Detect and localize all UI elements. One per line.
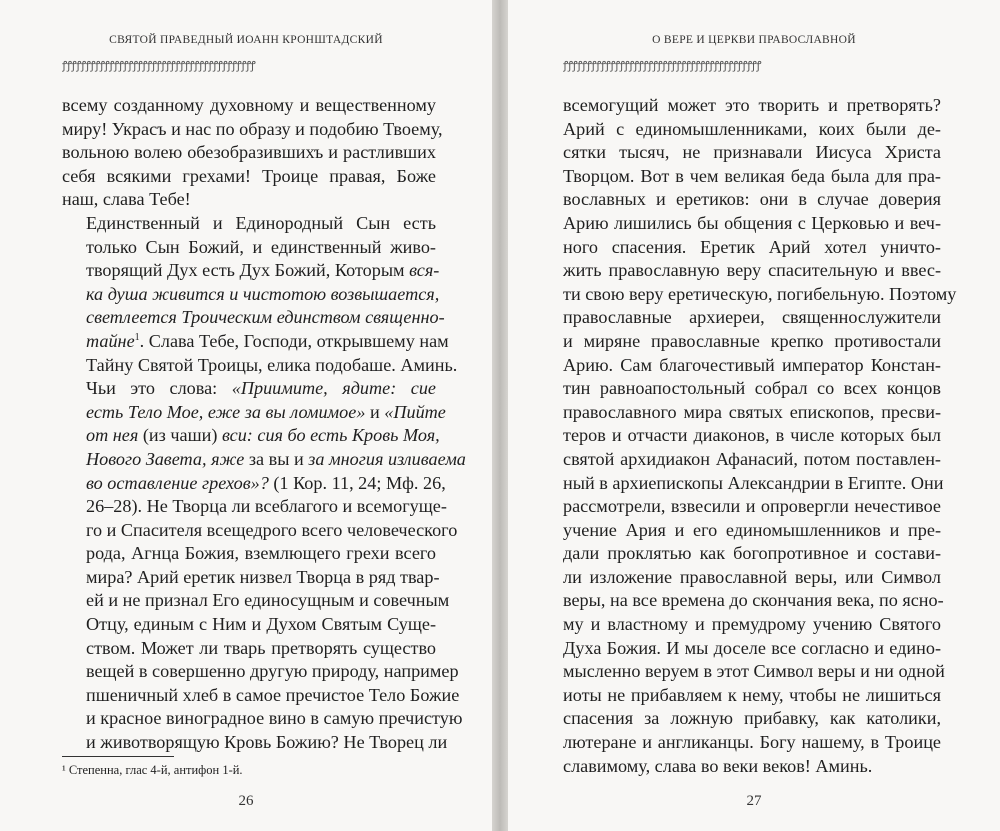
text-line: рассмотрели, взвесили и опровергли нечестивое (563, 496, 941, 517)
text-line: ти свою веру еретическую, погибельную. Поэтому (563, 283, 957, 304)
text-line: и миряне православные крепко противостали (563, 330, 941, 351)
text-run: и (365, 401, 385, 422)
italic-run: тайне (86, 330, 135, 351)
text-line: го и Спасителя всещедрого всего человеческого (86, 519, 458, 540)
right-ornament-band: ꝭꝭꝭꝭꝭꝭꝭꝭꝭꝭꝭꝭꝭꝭꝭꝭꝭꝭꝭꝭꝭꝭꝭꝭꝭꝭꝭꝭꝭꝭꝭꝭꝭꝭꝭꝭꝭꝭꝭꝭꝭꝭ (563, 60, 761, 72)
page-number-right: 27 (746, 793, 762, 809)
text-line: вещей в совершенно другую природу, например (86, 661, 459, 682)
italic-run: «Пийте (384, 401, 446, 422)
footnote-marker[interactable]: 1 (134, 331, 140, 343)
paragraph (62, 377, 466, 755)
text-line: мира? Арий еретик низвел Творца в ряд твар- (86, 566, 440, 587)
text-run: за вы и (244, 448, 309, 469)
italic-run: от нея (86, 425, 139, 446)
text-line (62, 259, 440, 283)
right-body-text (563, 94, 957, 778)
text-line: православного мира святых епископов, пресви- (563, 401, 941, 422)
text-line: Арий с единомышленниками, коих были де- (563, 118, 941, 139)
left-page (0, 0, 492, 831)
text-line: тин равноапостольный собрал со всех концов (563, 378, 941, 399)
text-line: святой архидиакон Афанасий, потом поставлен- (563, 448, 941, 469)
italic-run: вся- (409, 260, 440, 281)
text-line (62, 401, 446, 425)
italic-line: ка душа живится и чистотою возвышается, (86, 283, 440, 304)
italic-run: вси: сия бо есть Кровь Моя, (221, 425, 440, 446)
text-line: Духа Божия. И мы доселе все согласно и едино- (563, 637, 941, 658)
italic-run: «Приимите, ядите: сие (231, 378, 437, 399)
text-line (62, 472, 446, 496)
text-line: спасения за ложную прибавку, как католики, (563, 708, 941, 729)
text-line: му и властному и премудрому учению Святого (563, 614, 941, 635)
italic-run: во оставление грехов»? (86, 472, 269, 493)
text-line: жить православную веру спасительную и ввес- (563, 260, 941, 281)
text-run: (из чаши) (138, 425, 222, 446)
text-line (62, 330, 449, 354)
text-line: Арию лишились бы общения с Церковью и веч- (563, 212, 941, 233)
left-running-head: СВЯТОЙ ПРАВЕДНЫЙ ИОАНН КРОНШТАДСКИЙ (109, 34, 383, 46)
text-line: теров и отчасти диаконов, в числе которых был (563, 425, 941, 446)
text-line: и животворящую Кровь Божию? Не Творец ли (86, 732, 448, 753)
text-line: всему созданному духовному и вещественному (62, 95, 436, 115)
text-line: сятки тысяч, не признавали Иисуса Христа (563, 142, 941, 163)
text-line: Отцу, единым с Ним и Духом Святым Суще- (86, 614, 436, 635)
text-line: ный в архиепископы Александрии в Египте. Они (563, 472, 944, 493)
footnote: ¹ Степенна, глас 4-й, антифон 1-й. (62, 763, 243, 777)
text-line: рода, Агнца Божия, вземлющего грехи всего (86, 543, 436, 564)
text-line (62, 424, 440, 448)
text-line: Арию. Сам благочестивый император Констан- (563, 354, 941, 375)
text-line: себя всякими грехами! Троице правая, Боже (62, 165, 436, 186)
page-number-left: 26 (238, 793, 254, 809)
text-line: и красное виноградное вино в самую пречистую (86, 708, 463, 729)
text-line: лютеране и англиканцы. Богу нашему, в Троице (563, 732, 941, 753)
right-running-head: О ВЕРЕ И ЦЕРКВИ ПРАВОСЛАВНОЙ (652, 34, 856, 46)
italic-line: светлеется Троическим единством священно- (86, 307, 445, 328)
text-line: веры, на все времена до скончания века, по ясно- (563, 590, 944, 611)
italic-run: за многия изливаема (308, 448, 466, 469)
footnote-divider (62, 756, 174, 757)
italic-run: есть Тело Мое, еже за вы ломимое» (86, 401, 366, 422)
text-line (62, 377, 436, 401)
text-line: только Сын Божий, и единственный живо- (86, 236, 436, 257)
text-run: творящий Дух есть Дух Божий, Которым (86, 260, 410, 281)
left-ornament-band: ꝭꝭꝭꝭꝭꝭꝭꝭꝭꝭꝭꝭꝭꝭꝭꝭꝭꝭꝭꝭꝭꝭꝭꝭꝭꝭꝭꝭꝭꝭꝭꝭꝭꝭꝭꝭꝭꝭꝭꝭꝭ (62, 60, 256, 72)
text-run: Чьи это слова: (86, 378, 232, 399)
left-body-text (62, 94, 466, 755)
text-run: (1 Кор. 11, 24; Мф. 26, (268, 472, 446, 493)
right-page (508, 0, 1000, 831)
text-line: иоты не прибавляем к нему, чтобы не лишиться (563, 684, 941, 705)
text-line: вославных и еретиков: они в случае доверия (563, 189, 941, 210)
text-line: учение Ария и его единомышленников и пре- (563, 519, 941, 540)
text-line: вольною волею обезобразившихъ и растливших (62, 142, 436, 163)
text-line: пшеничный хлеб в самое пречистое Тело Божие (86, 684, 460, 705)
text-line: Единственный и Единородный Сын есть (86, 212, 436, 233)
text-line: 26–28). Не Творца ли всеблагого и всемогуще- (86, 496, 447, 517)
text-line: наш, слава Тебе! (62, 189, 191, 210)
paragraph (62, 212, 458, 377)
paragraph (62, 94, 443, 212)
text-line: всемогущий может это творить и претворять? (563, 95, 941, 115)
text-line: Тайну Святой Троицы, елика подобаше. Аминь. (86, 354, 458, 375)
text-line: миру! Украсъ и нас по образу и подобию Твоему, (62, 118, 443, 139)
text-line: ного спасения. Еретик Арий хотел уничто- (563, 236, 941, 257)
text-line: дали проклятью как богопротивное и состави- (563, 543, 941, 564)
text-line: славимому, слава во веки веков! Аминь. (563, 755, 873, 776)
text-line: мысленно веруем в этот Символ веры и ни одной (563, 661, 945, 682)
text-run: . Слава Тебе, Господи, открывшему нам (139, 330, 449, 351)
text-line: ей и не признал Его единосущным и совечным (86, 590, 450, 611)
text-line: Творцом. Вот в чем великая беда была для пра- (563, 165, 941, 186)
book-gutter (492, 0, 508, 831)
italic-run: Нового Завета, яже (86, 448, 245, 469)
text-line: ством. Может ли тварь претворять существо (86, 637, 436, 658)
text-line: ли изложение православной веры, или Символ (563, 566, 941, 587)
text-line (62, 448, 466, 472)
text-line: православные архиереи, священнослужители (563, 307, 941, 328)
